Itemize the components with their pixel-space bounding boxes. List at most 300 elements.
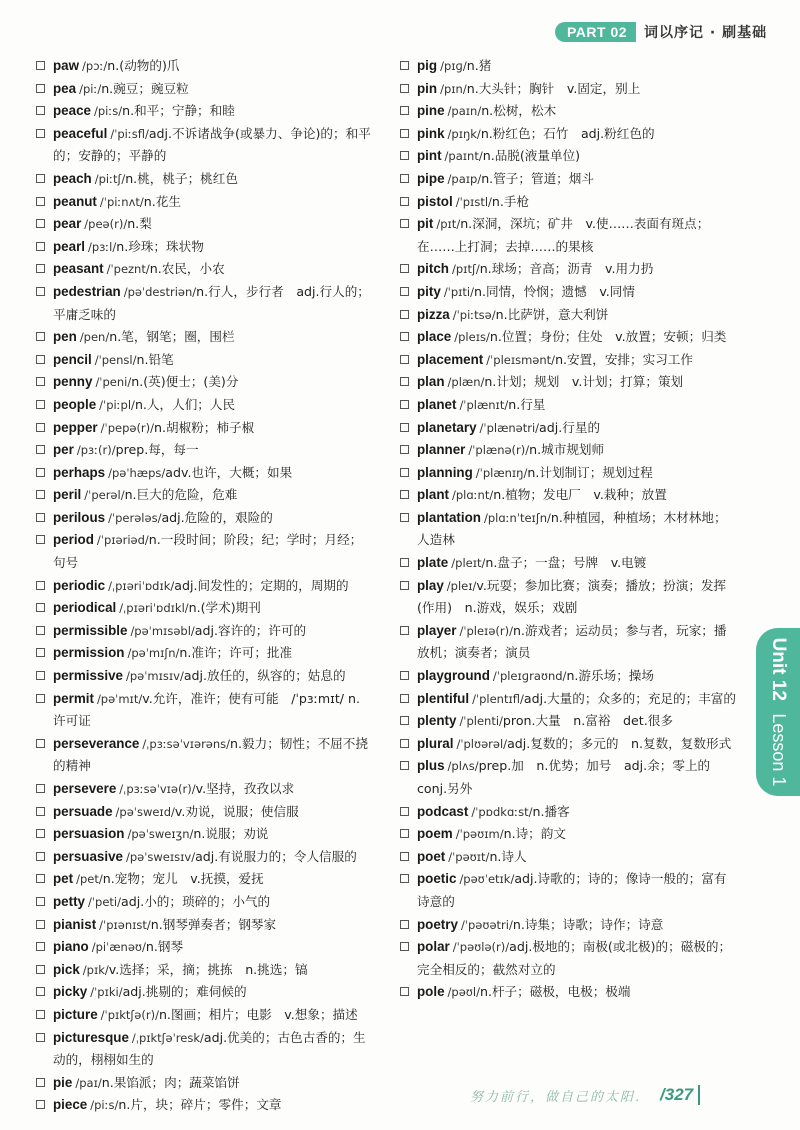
vocab-phonetic: /ˈpəʊlə(r)/ xyxy=(452,940,510,955)
vocab-word: plantation xyxy=(417,509,481,525)
vocab-word: pole xyxy=(417,984,445,1000)
checkbox-icon[interactable] xyxy=(400,581,409,590)
vocab-phonetic: /ˈpensl/ xyxy=(94,352,137,367)
vocab-entry xyxy=(36,642,372,665)
vocab-entry xyxy=(36,529,372,574)
vocab-entry xyxy=(36,688,372,733)
vocab-definition: adv.也许，大概；如果 xyxy=(165,464,293,480)
vocab-word: perhaps xyxy=(53,464,106,480)
vocab-word: periodic xyxy=(53,577,106,593)
vocab-definition: n.胡椒粉；柿子椒 xyxy=(154,419,255,435)
vocab-phonetic: /ˈpɪti/ xyxy=(443,284,474,299)
vocab-definition: adj.复数的；多元的 n.复数，复数形式 xyxy=(507,735,732,751)
vocab-definition: adj.大量的；众多的；充足的；丰富的 xyxy=(523,690,736,706)
vocab-word: pea xyxy=(53,80,77,96)
vocab-entry xyxy=(400,371,738,394)
vocab-definition: n.宠物；宠儿 v.抚摸，爱抚 xyxy=(102,871,264,887)
vocab-word: pen xyxy=(53,329,77,345)
checkbox-icon[interactable] xyxy=(36,129,45,138)
vocab-phonetic: /ˈpɪəriəd/ xyxy=(96,533,149,548)
checkbox-icon[interactable] xyxy=(400,852,409,861)
vocab-phonetic: /ˈpeti/ xyxy=(88,894,121,909)
checkbox-icon[interactable] xyxy=(400,626,409,635)
vocab-phonetic: /paɪ/ xyxy=(75,1075,102,1090)
checkbox-icon[interactable] xyxy=(36,671,45,680)
vocab-word: pin xyxy=(417,80,438,96)
vocab-entry xyxy=(400,981,738,1004)
vocab-word: pine xyxy=(417,103,445,119)
vocab-word: piece xyxy=(53,1097,88,1113)
vocab-word: plant xyxy=(417,487,449,503)
checkbox-icon[interactable] xyxy=(36,423,45,432)
footer-motto: 努力前行，做自己的太阳． xyxy=(470,1089,651,1105)
vocab-definition: n.诗；韵文 xyxy=(503,826,566,842)
vocab-word: player xyxy=(417,622,457,638)
checkbox-icon[interactable] xyxy=(400,490,409,499)
vocab-word: plenty xyxy=(417,713,457,729)
vocab-phonetic: /plɑːnˈteɪʃn/ xyxy=(483,510,551,525)
vocab-phonetic: /ˈpepə(r)/ xyxy=(100,420,155,435)
vocab-word: paw xyxy=(53,58,80,73)
vocab-phonetic: /ˌpɪəriˈɒdɪk/ xyxy=(108,578,175,593)
checkbox-icon[interactable] xyxy=(400,671,409,680)
vocab-word: pity xyxy=(417,283,441,299)
vocab-word: picturesque xyxy=(53,1029,129,1045)
vocab-entry xyxy=(400,733,738,756)
vocab-entry xyxy=(36,868,372,891)
vocab-word: picture xyxy=(53,1006,98,1022)
vocab-definition: adj.容许的；许可的 xyxy=(194,622,307,638)
vocab-entry xyxy=(36,281,372,326)
checkbox-icon[interactable] xyxy=(400,829,409,838)
vocab-word: pear xyxy=(53,216,82,232)
checkbox-icon[interactable] xyxy=(400,264,409,273)
vocab-phonetic: /pɜː(r)/ xyxy=(76,443,116,458)
checkbox-icon[interactable] xyxy=(400,445,409,454)
vocab-phonetic: /ˈpɒdkɑːst/ xyxy=(471,804,533,819)
checkbox-icon[interactable] xyxy=(400,558,409,567)
vocab-entry xyxy=(36,349,372,372)
vocab-phonetic: /ˌpɜːsəˈvɪərəns/ xyxy=(142,736,231,751)
vocab-phonetic: /piˈænəʊ/ xyxy=(91,940,146,955)
vocab-entry xyxy=(400,213,738,258)
vocab-entry xyxy=(400,439,738,462)
vocab-entry xyxy=(400,349,738,372)
vocab-entry xyxy=(36,914,372,937)
checkbox-icon[interactable] xyxy=(400,468,409,477)
vocab-definition: n.人，人们；人民 xyxy=(134,396,236,412)
page-footer xyxy=(470,1083,700,1107)
vocab-entry xyxy=(36,123,372,168)
checkbox-icon[interactable] xyxy=(36,694,45,703)
vocab-word: plentiful xyxy=(417,690,470,706)
checkbox-icon[interactable] xyxy=(36,287,45,296)
vocab-definition: v.允许，准许；使有可能 /ˈpɜːmɪt/ n.许可证 xyxy=(53,690,360,729)
vocab-entry xyxy=(400,936,738,981)
vocab-word: planning xyxy=(417,464,473,480)
vocab-entry xyxy=(400,665,738,688)
vocab-word: period xyxy=(53,532,94,548)
vocab-phonetic: /plɑːnt/ xyxy=(452,488,494,503)
vocab-word: perseverance xyxy=(53,735,140,751)
checkbox-icon[interactable] xyxy=(36,739,45,748)
checkbox-icon[interactable] xyxy=(400,310,409,319)
vocab-entry xyxy=(36,55,372,78)
checkbox-icon[interactable] xyxy=(400,197,409,206)
checkbox-icon[interactable] xyxy=(400,174,409,183)
page-number: /327 xyxy=(660,1085,694,1104)
checkbox-icon[interactable] xyxy=(36,264,45,273)
checkbox-icon[interactable] xyxy=(36,1033,45,1042)
vocab-entry xyxy=(400,258,738,281)
checkbox-icon[interactable] xyxy=(400,513,409,522)
checkbox-icon[interactable] xyxy=(36,197,45,206)
vocab-word: pink xyxy=(417,125,445,141)
unit-lesson-tab xyxy=(756,628,800,796)
checkbox-icon[interactable] xyxy=(400,739,409,748)
checkbox-icon[interactable] xyxy=(400,355,409,364)
vocab-entry xyxy=(400,168,738,191)
vocab-word: pedestrian xyxy=(53,283,121,299)
vocab-word: pencil xyxy=(53,351,92,367)
checkbox-icon[interactable] xyxy=(400,219,409,228)
checkbox-icon[interactable] xyxy=(400,942,409,951)
vocab-entry xyxy=(400,123,738,146)
vocab-phonetic: /plʌs/ xyxy=(447,759,479,774)
vocab-definition: n.游乐场；操场 xyxy=(566,668,654,684)
vocab-entry xyxy=(36,959,372,982)
vocab-entry xyxy=(36,78,372,101)
vocab-entry xyxy=(36,936,372,959)
vocab-definition: n.(动物的)爪 xyxy=(107,58,180,73)
checkbox-icon[interactable] xyxy=(400,807,409,816)
vocab-entry xyxy=(36,1027,372,1072)
vocab-entry xyxy=(36,823,372,846)
vocab-definition: adj.小的；琐碎的；小气的 xyxy=(121,893,271,909)
vocab-entry xyxy=(36,236,372,259)
vocab-definition: n.比萨饼，意大利饼 xyxy=(495,306,609,322)
vocab-word: plus xyxy=(417,758,445,774)
vocab-word: pepper xyxy=(53,419,98,435)
vocab-word: playground xyxy=(417,668,490,684)
vocab-definition: n.管子；管道；烟斗 xyxy=(481,170,594,186)
vocab-phonetic: /pəˈdestriən/ xyxy=(123,284,197,299)
checkbox-icon[interactable] xyxy=(400,84,409,93)
vocab-word: peach xyxy=(53,170,92,186)
vocab-phonetic: /pleɪ/ xyxy=(446,578,477,593)
vocab-definition: n.松树，松木 xyxy=(481,103,557,119)
checkbox-icon[interactable] xyxy=(36,400,45,409)
vocab-phonetic: /ˈplænə(r)/ xyxy=(468,443,530,458)
lesson-label: Lesson 1 xyxy=(769,713,789,787)
vocab-definition: n.珍珠；珠状物 xyxy=(116,238,204,254)
vocab-definition: prep.加 n.优势；加号 adj.余；零上的 conj.另外 xyxy=(417,758,723,796)
vocab-definition: adj.危险的，艰险的 xyxy=(161,509,273,525)
vocab-word: permissive xyxy=(53,668,123,684)
vocab-phonetic: /peə(r)/ xyxy=(84,217,128,232)
vocab-entry xyxy=(400,823,738,846)
vocab-word: planner xyxy=(417,442,466,458)
vocab-phonetic: /piː/ xyxy=(79,81,102,96)
vocab-definition: n.果馅派；肉；蔬菜馅饼 xyxy=(101,1074,240,1090)
checkbox-icon[interactable] xyxy=(36,242,45,251)
checkbox-icon[interactable] xyxy=(36,1100,45,1109)
vocab-word: placement xyxy=(417,351,484,367)
checkbox-icon[interactable] xyxy=(36,648,45,657)
left-column xyxy=(36,55,372,1117)
checkbox-icon[interactable] xyxy=(36,829,45,838)
checkbox-icon[interactable] xyxy=(400,129,409,138)
checkbox-icon[interactable] xyxy=(400,694,409,703)
vocab-definition: adj.间发性的；定期的，周期的 xyxy=(174,577,349,593)
vocab-entry xyxy=(400,914,738,937)
vocab-phonetic: /ˈpɪki/ xyxy=(90,985,123,1000)
vocab-definition: n.球场；音高；沥青 v.用力扔 xyxy=(479,261,654,277)
vocab-phonetic: /pleɪt/ xyxy=(451,556,486,571)
vocab-definition: n.铅笔 xyxy=(136,351,174,367)
vocab-phonetic: /ˈpiːpl/ xyxy=(99,397,135,412)
vocab-entry xyxy=(400,575,738,620)
checkbox-icon[interactable] xyxy=(36,219,45,228)
vocab-phonetic: /piːs/ xyxy=(90,1098,119,1113)
vocab-definition: n.品脱(液量单位) xyxy=(482,148,581,164)
vocab-phonetic: /ˈpleɪsmənt/ xyxy=(486,352,556,367)
checkbox-icon[interactable] xyxy=(400,61,409,70)
checkbox-icon[interactable] xyxy=(36,332,45,341)
vocab-entry xyxy=(36,981,372,1004)
vocab-definition: n.毅力；韧性；不屈不挠的精神 xyxy=(53,735,368,774)
page-header xyxy=(555,20,767,44)
vocab-word: polar xyxy=(417,939,450,955)
vocab-entry xyxy=(36,371,372,394)
vocab-definition: prep.每，每一 xyxy=(115,442,199,458)
checkbox-icon[interactable] xyxy=(36,84,45,93)
header-title: 词以序记 · 刷基础 xyxy=(644,25,768,41)
vocab-word: permission xyxy=(53,645,125,661)
vocab-word: place xyxy=(417,329,452,345)
vocab-phonetic: /pəʊˈetɪk/ xyxy=(459,872,515,887)
vocab-entry xyxy=(36,665,372,688)
vocab-phonetic: /pɜːl/ xyxy=(88,239,117,254)
vocab-word: poem xyxy=(417,826,453,842)
vocab-phonetic: /pɪk/ xyxy=(82,962,109,977)
vocab-entry xyxy=(36,620,372,643)
vocab-definition: n.花生 xyxy=(143,193,181,209)
vocab-entry xyxy=(400,462,738,485)
vocab-word: people xyxy=(53,396,97,412)
vocab-definition: v.坚持，孜孜以求 xyxy=(195,781,295,796)
checkbox-icon[interactable] xyxy=(400,874,409,883)
checkbox-icon[interactable] xyxy=(36,174,45,183)
vocab-definition: n.粉红色；石竹 adj.粉红色的 xyxy=(480,125,655,141)
vocab-phonetic: /pɪɡ/ xyxy=(440,59,467,73)
checkbox-icon[interactable] xyxy=(400,987,409,996)
checkbox-icon[interactable] xyxy=(36,942,45,951)
vocab-entry xyxy=(36,597,372,620)
vocab-entry xyxy=(400,755,738,800)
vocab-definition: n.杆子；磁极，电极；极端 xyxy=(479,984,631,1000)
vocab-definition: n.大头针；胸针 v.固定，别上 xyxy=(466,80,641,96)
vocab-definition: n.片，块；碎片；零件；文章 xyxy=(118,1097,282,1113)
vocab-phonetic: /ˈpɪənɪst/ xyxy=(99,917,151,932)
checkbox-icon[interactable] xyxy=(36,603,45,612)
checkbox-icon[interactable] xyxy=(36,784,45,793)
vocab-word: peril xyxy=(53,487,82,503)
vocab-definition: adj.行星的 xyxy=(539,419,601,435)
checkbox-icon[interactable] xyxy=(36,61,45,70)
checkbox-icon[interactable] xyxy=(400,761,409,770)
vocab-definition: n.钢琴弹奏者；钢琴家 xyxy=(150,916,277,932)
vocab-phonetic: /pɪt/ xyxy=(436,217,461,232)
vocab-entry xyxy=(400,846,738,869)
checkbox-icon[interactable] xyxy=(36,513,45,522)
checkbox-icon[interactable] xyxy=(400,423,409,432)
vocab-definition: n.植物；发电厂 v.栽种；放置 xyxy=(493,487,667,503)
checkbox-icon[interactable] xyxy=(36,468,45,477)
vocab-entry xyxy=(36,507,372,530)
vocab-word: podcast xyxy=(417,803,469,819)
vocab-phonetic: /pen/ xyxy=(79,330,110,345)
vocab-entry xyxy=(36,575,372,598)
checkbox-icon[interactable] xyxy=(400,287,409,296)
vocab-phonetic: /ˈpɪstl/ xyxy=(455,194,492,209)
checkbox-icon[interactable] xyxy=(36,377,45,386)
vocab-entry xyxy=(36,326,372,349)
vocab-phonetic: /ˈpleɪɡraʊnd/ xyxy=(492,669,567,684)
vocab-definition: n.说服；劝说 xyxy=(193,826,269,842)
checkbox-icon[interactable] xyxy=(36,581,45,590)
checkbox-icon[interactable] xyxy=(36,874,45,883)
checkbox-icon[interactable] xyxy=(36,106,45,115)
vocab-phonetic: /ˈperələs/ xyxy=(108,510,162,525)
checkbox-icon[interactable] xyxy=(36,355,45,364)
vocab-phonetic: /ˈpəʊɪt/ xyxy=(448,849,490,864)
vocab-entry xyxy=(36,1004,372,1027)
vocab-word: pearl xyxy=(53,238,86,254)
vocab-word: peasant xyxy=(53,261,104,277)
vocab-word: persuasion xyxy=(53,826,125,842)
vocab-word: petty xyxy=(53,893,85,909)
vocab-phonetic: /pɪn/ xyxy=(440,81,467,96)
vocab-entry xyxy=(400,326,738,349)
vocab-definition: n.深洞，深坑；矿井 v.使……表面有斑点；在……上打洞；去掉……的果核 xyxy=(417,216,710,254)
checkbox-icon[interactable] xyxy=(36,987,45,996)
vocab-definition: n.诗集；诗歌；诗作；诗意 xyxy=(512,916,664,932)
vocab-definition: adj.诗歌的；诗的；像诗一般的；富有诗意的 xyxy=(417,871,727,909)
vocab-word: plate xyxy=(417,555,449,571)
vocab-definition: n.农民，小农 xyxy=(149,261,225,277)
vocab-definition: n.(英)便士；(美)分 xyxy=(131,374,239,390)
checkbox-icon[interactable] xyxy=(36,920,45,929)
vocab-entry xyxy=(400,552,738,575)
checkbox-icon[interactable] xyxy=(400,106,409,115)
vocab-word: perilous xyxy=(53,509,106,525)
vocab-definition: n.游戏者；运动员；参与者，玩家；播放机；演奏者；演员 xyxy=(417,622,727,661)
vocab-word: periodical xyxy=(53,600,117,616)
vocab-entry xyxy=(400,394,738,417)
vocab-word: pit xyxy=(417,216,434,232)
part-badge: PART 02 xyxy=(555,22,636,42)
vocab-entry xyxy=(36,733,372,778)
vocab-entry xyxy=(36,891,372,914)
vocab-word: play xyxy=(417,577,444,593)
vocab-definition: n.计划制订；规划过程 xyxy=(527,464,653,480)
vocab-definition: adj.极地的；南极(或北极)的；磁极的；完全相反的；截然对立的 xyxy=(417,939,732,977)
vocab-phonetic: /pəˈmɪsəbl/ xyxy=(130,623,195,638)
checkbox-icon[interactable] xyxy=(400,332,409,341)
checkbox-icon[interactable] xyxy=(36,852,45,861)
checkbox-icon[interactable] xyxy=(36,965,45,974)
vocab-entry xyxy=(36,846,372,869)
vocab-entry xyxy=(36,168,372,191)
vocab-definition: n.位置；身份；住处 v.放置；安顿；归类 xyxy=(489,329,727,345)
vocab-phonetic: /ˌpɪktʃəˈresk/ xyxy=(131,1030,204,1045)
vocab-phonetic: /pəˈsweɪd/ xyxy=(115,804,175,819)
checkbox-icon[interactable] xyxy=(400,716,409,725)
vocab-definition: n.图画；相片；电影 v.想象；描述 xyxy=(158,1006,358,1022)
vocab-word: peanut xyxy=(53,193,97,209)
checkbox-icon[interactable] xyxy=(400,151,409,160)
vocab-definition: adj.优美的；古色古香的；生动的，栩栩如生的 xyxy=(53,1029,366,1068)
vocab-entry xyxy=(400,801,738,824)
vocab-definition: n.行星 xyxy=(508,396,546,412)
vocab-phonetic: /ˈpəʊɪm/ xyxy=(455,827,504,842)
vocab-definition: n.行人，步行者 adj.行人的；平庸乏味的 xyxy=(53,283,370,322)
vocab-phonetic: /pəˈmɪt/ xyxy=(96,691,143,706)
checkbox-icon[interactable] xyxy=(36,626,45,635)
vocab-definition: n.城市规划师 xyxy=(529,442,605,458)
vocab-word: pig xyxy=(417,58,438,73)
checkbox-icon[interactable] xyxy=(36,1078,45,1087)
checkbox-icon[interactable] xyxy=(36,535,45,544)
vocab-definition: n.(学术)期刊 xyxy=(188,600,261,616)
vocab-definition: n.桃，桃子；桃红色 xyxy=(125,170,238,186)
vocab-word: pie xyxy=(53,1074,73,1090)
vocab-word: poet xyxy=(417,848,446,864)
checkbox-icon[interactable] xyxy=(36,490,45,499)
checkbox-icon[interactable] xyxy=(36,897,45,906)
vocab-definition: n.猪 xyxy=(466,58,492,73)
vocab-definition: n.豌豆；豌豆粒 xyxy=(101,80,189,96)
vocab-phonetic: /plæn/ xyxy=(447,375,485,390)
checkbox-icon[interactable] xyxy=(400,377,409,386)
vocab-definition: n.诗人 xyxy=(489,848,527,864)
vocab-entry xyxy=(400,507,738,552)
vocab-definition: n.计划；规划 v.计划；打算；策划 xyxy=(484,374,684,390)
vocab-phonetic: /pleɪs/ xyxy=(454,330,490,345)
vocab-definition: n.一段时间；阶段；纪；学时；月经；句号 xyxy=(53,532,363,571)
checkbox-icon[interactable] xyxy=(36,1010,45,1019)
vocab-phonetic: /pɪŋk/ xyxy=(447,126,481,141)
vocab-phonetic: /ˈplentɪfl/ xyxy=(472,691,524,706)
vocab-phonetic: /pɪtʃ/ xyxy=(452,262,480,277)
vocab-entry xyxy=(400,304,738,327)
vocab-word: pistol xyxy=(417,193,453,209)
checkbox-icon[interactable] xyxy=(36,807,45,816)
vocab-entry xyxy=(400,710,738,733)
vocab-phonetic: /piːtʃ/ xyxy=(94,171,126,186)
checkbox-icon[interactable] xyxy=(400,920,409,929)
vocab-phonetic: /ˈplænətri/ xyxy=(479,420,540,435)
vocab-phonetic: /ˈplænɪt/ xyxy=(459,397,509,412)
vocab-phonetic: /ˈpleɪə(r)/ xyxy=(459,623,513,638)
vocab-phonetic: /pəˈsweɪsɪv/ xyxy=(125,849,196,864)
vocab-entry xyxy=(400,145,738,168)
checkbox-icon[interactable] xyxy=(400,400,409,409)
checkbox-icon[interactable] xyxy=(36,445,45,454)
vocab-entry xyxy=(400,191,738,214)
vocab-word: peaceful xyxy=(53,125,108,141)
